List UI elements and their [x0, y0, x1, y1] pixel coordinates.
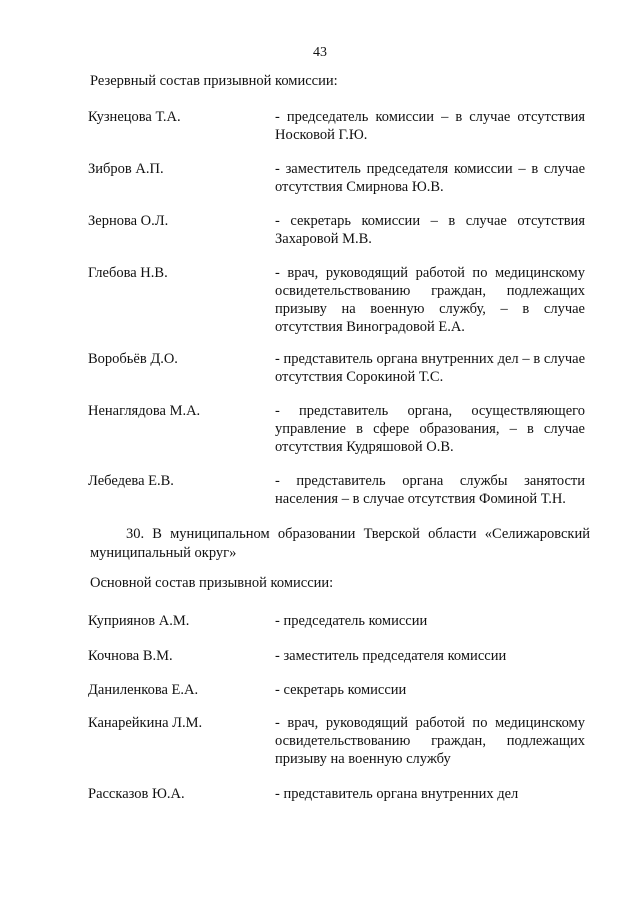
member-name: Даниленкова Е.А. [88, 682, 199, 698]
member-role: - представитель органа внутренних дел – в случае отсутствия Сорокиной Т.С. [275, 351, 585, 385]
member-role: - представитель органа службы занятости населения – в случае отсутствия Фоминой Т.Н. [275, 473, 585, 507]
member-name: Воробьёв Д.О. [88, 351, 178, 367]
member-role: - врач, руководящий работой по медицинскому освидетельствованию граждан, подлежащих призыву на военную службу, – в случае отсутствия Виноградовой Е.А. [275, 265, 585, 335]
member-role: - секретарь комиссии – в случае отсутствия Захаровой М.В. [275, 213, 585, 247]
main-heading: Основной состав призывной комиссии: [90, 575, 334, 591]
member-name: Зернова О.Л. [88, 213, 169, 229]
page-number: 43 [313, 45, 327, 60]
member-name: Рассказов Ю.А. [88, 786, 185, 802]
member-role: - представитель органа внутренних дел [275, 786, 519, 802]
member-name: Кочнова В.М. [88, 648, 173, 664]
municipality-paragraph: 30. В муниципальном образовании Тверской области «Селижаровский муниципальный округ» [90, 526, 590, 561]
member-role: - врач, руководящий работой по медицинскому освидетельствованию граждан, подлежащих призыву на военную службу [275, 715, 585, 767]
member-name: Кузнецова Т.А. [88, 109, 181, 125]
member-name: Ненаглядова М.А. [88, 403, 201, 419]
member-name: Лебедева Е.В. [88, 473, 174, 489]
member-role: - представитель органа, осуществляющего управление в сфере образования, – в случае отсутствия Кудряшовой О.В. [275, 403, 585, 455]
member-role: - заместитель председателя комиссии [275, 648, 507, 664]
member-name: Куприянов А.М. [88, 613, 190, 629]
member-role: - заместитель председателя комиссии – в случае отсутствия Смирнова Ю.В. [275, 161, 585, 195]
reserve-heading: Резервный состав призывной комиссии: [90, 73, 338, 89]
member-name: Глебова Н.В. [88, 265, 168, 281]
member-role: - председатель комиссии [275, 613, 428, 629]
member-name: Канарейкина Л.М. [88, 715, 203, 731]
member-name: Зибров А.П. [88, 161, 164, 177]
member-role: - секретарь комиссии [275, 682, 407, 698]
member-role: - председатель комиссии – в случае отсутствия Носковой Г.Ю. [275, 109, 585, 143]
